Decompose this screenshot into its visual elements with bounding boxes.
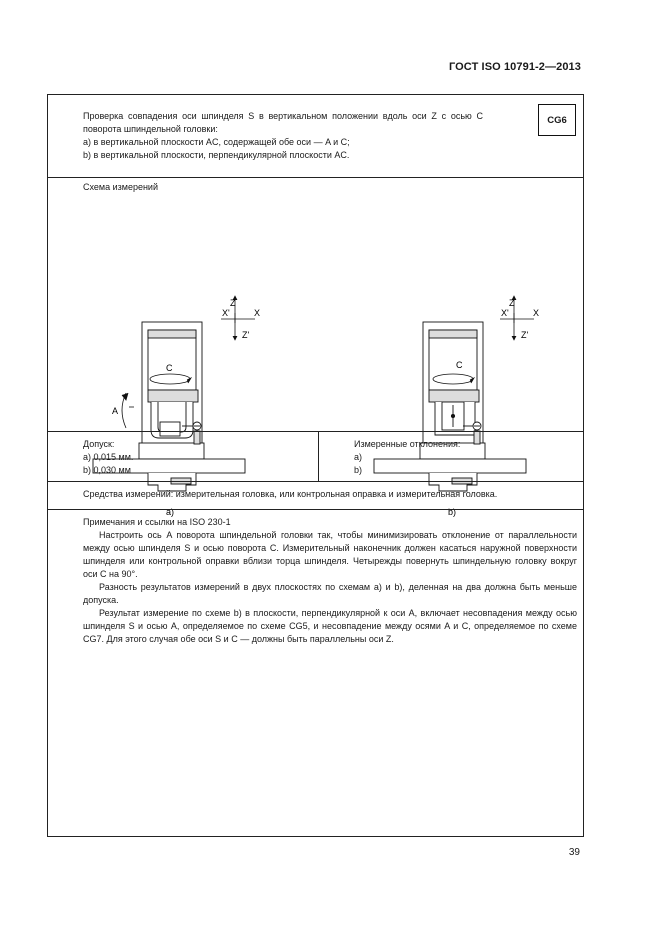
axis-x-label-b: X bbox=[533, 308, 540, 318]
test-table bbox=[47, 94, 584, 837]
notes-block bbox=[83, 516, 577, 646]
axis-x-label-a: X bbox=[254, 308, 261, 318]
axis-z-prime-label-b: Z' bbox=[521, 330, 529, 340]
check-item-a: a) в вертикальной плоскости AC, содержащей обе оси — A и C; bbox=[83, 137, 350, 147]
check-item-b: b) в вертикальной плоскости, перпендикулярной плоскости AC. bbox=[83, 150, 350, 160]
tolerance-b: b) 0,030 мм bbox=[83, 465, 131, 475]
check-code-badge: CG6 bbox=[538, 104, 576, 136]
notes-paragraph-1: Настроить ось A поворота шпиндельной головки так, чтобы минимизировать отклонение от параллельности между осью шпинделя S и осью поворота C. Измерительный наконечник должен касаться наружной поверхности шпинделя или контрольной оправки вблизи торца шпинделя. Четырежды повернуть шпиндельную головку вокруг оси C на 90°. bbox=[83, 530, 577, 579]
axis-x-prime-label-a: X' bbox=[222, 308, 230, 318]
divider-1 bbox=[48, 177, 583, 178]
tolerance-heading: Допуск: bbox=[83, 439, 115, 449]
check-description bbox=[83, 110, 483, 162]
axis-z-label-b: Z bbox=[509, 298, 515, 308]
axis-z-label-a: Z bbox=[230, 298, 236, 308]
notes-paragraph-2: Разность результатов измерений в двух плоскостях по схемам a) и b), деленная на два должна быть меньше допуска. bbox=[83, 582, 577, 605]
axis-x-prime-label-b: X' bbox=[501, 308, 509, 318]
tolerance-a: a) 0,015 мм. bbox=[83, 452, 134, 462]
tolerance-block bbox=[83, 438, 133, 477]
diagram-a-caption: a) bbox=[166, 507, 175, 517]
rotation-a-indicator bbox=[122, 393, 134, 428]
check-title: Проверка совпадения оси шпинделя S в вертикальном положении вдоль оси Z с осью C поворота шпиндельной головки: bbox=[83, 111, 483, 134]
deviations-b: b) bbox=[354, 465, 363, 475]
axis-z-prime-label-a: Z' bbox=[242, 330, 250, 340]
diagram-b-caption: b) bbox=[448, 507, 457, 517]
divider-vertical bbox=[318, 431, 319, 481]
rotation-c-label-a: C bbox=[166, 363, 173, 373]
divider-3 bbox=[48, 481, 583, 482]
notes-heading: Примечания и ссылки на ISO 230-1 bbox=[83, 517, 231, 527]
divider-4 bbox=[48, 509, 583, 510]
diagram-heading: Схема измерений bbox=[83, 182, 158, 192]
rotation-c-label-b: C bbox=[456, 360, 463, 370]
deviations-block bbox=[354, 438, 460, 477]
axis-cross-a bbox=[221, 296, 255, 340]
notes-paragraph-3: Результат измерение по схеме b) в плоскости, перпендикулярной к оси A, включает несовпадения между осью шпинделя S и осью A, определяемое по схеме CG5, и несовпадение между осями A и C, определяемое по схеме CG7. Для этого случая обе оси S и C — должны быть параллельны оси Z. bbox=[83, 608, 577, 644]
instruments-text: Средства измерений: измерительная головка, или контрольная оправка и измерительная головка. bbox=[83, 489, 498, 499]
document-standard-header: ГОСТ ISO 10791-2—2013 bbox=[448, 61, 581, 73]
divider-2 bbox=[48, 431, 583, 432]
deviations-heading: Измеренные отклонения: bbox=[354, 439, 461, 449]
axis-cross-b bbox=[500, 296, 534, 340]
rotation-a-label: A bbox=[112, 406, 119, 416]
page-number: 39 bbox=[568, 847, 580, 858]
deviations-a: a) bbox=[354, 452, 363, 462]
